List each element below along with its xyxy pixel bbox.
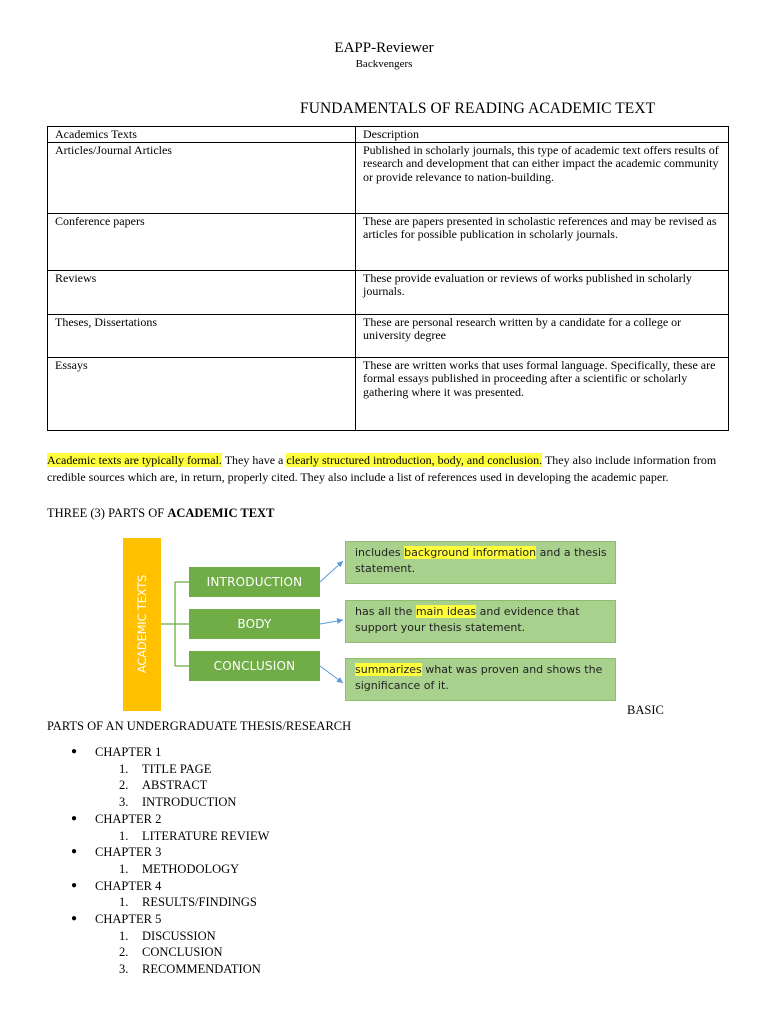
highlighted-text: clearly structured introduction, body, and conclusion. xyxy=(286,453,543,467)
thesis-parts-heading: PARTS OF AN UNDERGRADUATE THESIS/RESEARCH xyxy=(47,719,352,733)
arrow-conclusion xyxy=(320,666,343,683)
chapter-sublist xyxy=(95,861,269,878)
chapter-title: CHAPTER 2 xyxy=(95,811,162,826)
arrow-intro xyxy=(320,561,343,582)
text-type-cell: Theses, Dissertations xyxy=(48,314,356,357)
arrow-body xyxy=(320,620,343,624)
chapter-item xyxy=(0,811,269,844)
list-item: 3. INTRODUCTION xyxy=(119,795,237,810)
table-row xyxy=(48,357,729,430)
heading-bold: ACADEMIC TEXT xyxy=(167,506,275,520)
chapter-sublist xyxy=(95,761,269,811)
bullet-icon: ● xyxy=(71,846,78,858)
bullet-icon: ● xyxy=(71,812,78,824)
part-box-introduction: INTRODUCTION xyxy=(189,567,320,597)
table-row xyxy=(48,270,729,314)
list-item-text: METHODOLOGY xyxy=(142,861,240,876)
desc-text: and a thesis statement. xyxy=(355,546,607,575)
list-item-text: LITERATURE REVIEW xyxy=(142,828,270,843)
list-item: 1. TITLE PAGE xyxy=(119,761,212,776)
chapter-title: CHAPTER 1 xyxy=(95,745,162,759)
text-type-cell: Reviews xyxy=(48,270,356,314)
list-item: 2. CONCLUSION xyxy=(119,945,223,960)
chapter-item xyxy=(0,878,269,911)
desc-highlight: main ideas xyxy=(415,605,477,618)
document-subtitle: Backvengers xyxy=(355,58,413,70)
bullet-icon: ● xyxy=(71,879,78,891)
description-cell: Published in scholarly journals, this type of academic text offers results of research and development that can either impact the academic community or provide relevance to nation-building. xyxy=(356,142,729,213)
table-header-row xyxy=(48,127,729,143)
desc-text: what was proven and shows the significance of it. xyxy=(355,663,603,692)
academic-text-paragraph xyxy=(47,452,737,485)
chapter-sublist xyxy=(95,894,269,911)
list-item-text: TITLE PAGE xyxy=(142,761,212,776)
arrow-connectors xyxy=(320,561,343,683)
desc-box-introduction xyxy=(345,541,616,584)
basic-label: BASIC xyxy=(627,703,664,717)
chapter-item xyxy=(0,911,269,978)
highlighted-text: Academic texts are typically formal. xyxy=(47,453,222,467)
text-type-cell: Conference papers xyxy=(48,213,356,270)
list-item-text: DISCUSSION xyxy=(142,928,216,943)
text-type-cell: Essays xyxy=(48,357,356,430)
list-item-text: RESULTS/FINDINGS xyxy=(142,895,257,910)
description-cell: These are written works that uses formal language. Specifically, these are formal essays published in proceeding after a scientific or scholarly gathering where it was presented. xyxy=(356,357,729,430)
list-item: 1. METHODOLOGY xyxy=(119,861,240,876)
desc-box-body xyxy=(345,600,616,643)
chapter-title: CHAPTER 3 xyxy=(95,845,162,860)
table-header-type: Academics Texts xyxy=(48,127,356,143)
chapter-item xyxy=(0,744,269,811)
description-cell: These are papers presented in scholastic references and may be revised as articles for possible publication in scholarly journals. xyxy=(356,213,729,270)
desc-text: and evidence that support your thesis statement. xyxy=(355,605,580,634)
part-box-body: BODY xyxy=(189,609,320,639)
chapter-item xyxy=(0,844,269,877)
desc-highlight: summarizes xyxy=(355,663,422,676)
list-item-text: RECOMMENDATION xyxy=(142,962,261,977)
academic-texts-table xyxy=(47,126,729,431)
document-title: EAPP-Reviewer xyxy=(334,40,434,56)
list-item: 3. RECOMMENDATION xyxy=(119,962,261,977)
desc-text: has all the xyxy=(355,605,416,618)
list-item: 1. LITERATURE REVIEW xyxy=(119,828,270,843)
table-row xyxy=(48,142,729,213)
table-row xyxy=(48,314,729,357)
table-row xyxy=(48,213,729,270)
desc-highlight: background information xyxy=(404,546,537,559)
list-item: 2. ABSTRACT xyxy=(119,778,208,793)
three-parts-heading xyxy=(47,506,274,521)
description-cell: These provide evaluation or reviews of works published in scholarly journals. xyxy=(356,270,729,314)
list-item-text: CONCLUSION xyxy=(142,945,223,960)
paragraph-text: They have a xyxy=(221,453,287,467)
chapter-title: CHAPTER 4 xyxy=(95,878,162,893)
academic-texts-label: ACADEMIC TEXTS xyxy=(135,574,149,674)
chapter-list xyxy=(0,744,269,978)
chapter-sublist xyxy=(95,828,269,845)
list-item-text: ABSTRACT xyxy=(142,778,208,793)
chapter-title: CHAPTER 5 xyxy=(95,912,162,927)
text-type-cell: Articles/Journal Articles xyxy=(48,142,356,213)
section-heading: FUNDAMENTALS OF READING ACADEMIC TEXT xyxy=(300,100,656,117)
heading-prefix: THREE (3) PARTS OF xyxy=(47,506,168,520)
list-item-text: INTRODUCTION xyxy=(142,795,237,810)
bullet-icon: ● xyxy=(71,913,78,925)
list-item: 1. DISCUSSION xyxy=(119,928,216,943)
description-cell: These are personal research written by a candidate for a college or university degree xyxy=(356,314,729,357)
list-item: 1. RESULTS/FINDINGS xyxy=(119,895,257,910)
part-box-conclusion: CONCLUSION xyxy=(189,651,320,681)
bullet-icon: ● xyxy=(71,746,78,757)
paragraph-text: They also include information from credible sources which are, in return, properly cited. They also include a list of references used in developing the academic paper. xyxy=(47,453,717,484)
chapter-sublist xyxy=(95,928,269,978)
desc-box-conclusion xyxy=(345,658,616,701)
table-header-description: Description xyxy=(356,127,729,143)
desc-text: includes xyxy=(355,546,405,559)
bracket-connector xyxy=(161,582,189,666)
